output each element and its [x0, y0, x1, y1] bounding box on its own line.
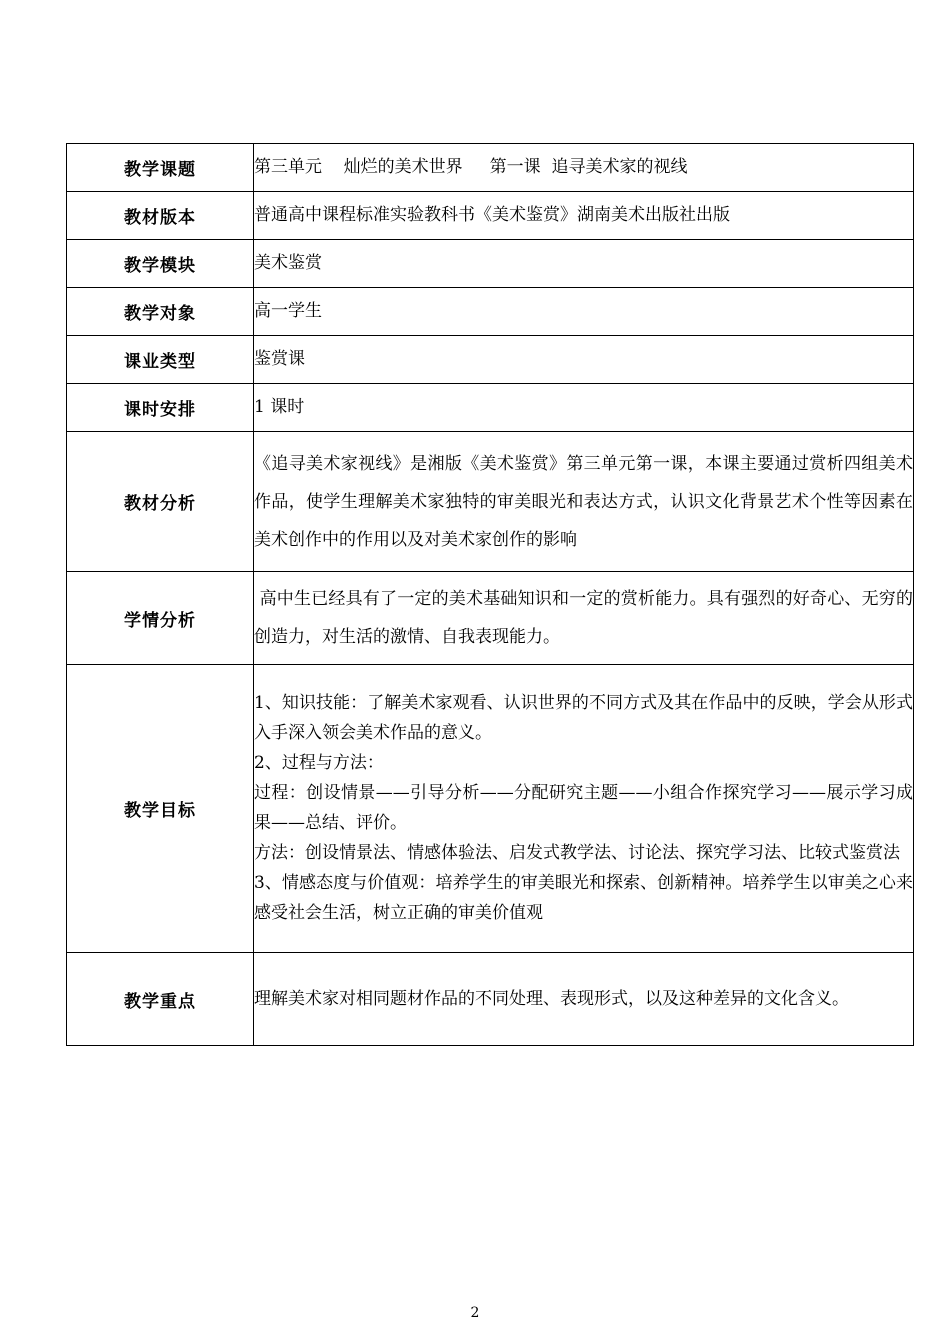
table-row [67, 572, 914, 665]
table-row [67, 384, 914, 432]
lesson-plan-table [66, 143, 914, 1046]
goal-line: 方法：创设情景法、情感体验法、启发式教学法、讨论法、探究学习法、比较式鉴赏法 [254, 842, 900, 863]
table-row [67, 240, 914, 288]
goal-line: 2、过程与方法： [254, 752, 384, 773]
row-label: 课时安排 [67, 384, 254, 432]
table-row [67, 336, 914, 384]
row-value: 1 课时 [254, 384, 914, 432]
goal-line: 1、知识技能：了解美术家观看、认识世界的不同方式及其在作品中的反映，学会从形式入手深入领会美术作品的意义。 [254, 692, 913, 743]
goal-line: 3、情感态度与价值观：培养学生的审美眼光和探索、创新精神。培养学生以审美之心来感受社会生活，树立正确的审美价值观 [254, 872, 913, 923]
row-label: 课业类型 [67, 336, 254, 384]
table-row [67, 144, 914, 192]
page-number: 2 [470, 1305, 480, 1321]
row-label: 教学模块 [67, 240, 254, 288]
table-row [67, 665, 914, 953]
row-label: 教材版本 [67, 192, 254, 240]
row-value: 高中生已经具有了一定的美术基础知识和一定的赏析能力。具有强烈的好奇心、无穷的创造力，对生活的激情、自我表现能力。 [254, 572, 914, 665]
table-row [67, 432, 914, 572]
row-value: 第三单元 灿烂的美术世界 第一课 追寻美术家的视线 [254, 144, 914, 192]
row-value: 理解美术家对相同题材作品的不同处理、表现形式，以及这种差异的文化含义。 [254, 953, 914, 1046]
row-value: 鉴赏课 [254, 336, 914, 384]
row-label: 教学重点 [67, 953, 254, 1046]
row-label: 教学目标 [67, 665, 254, 953]
row-value: 《追寻美术家视线》是湘版《美术鉴赏》第三单元第一课，本课主要通过赏析四组美术作品，使学生理解美术家独特的审美眼光和表达方式，认识文化背景艺术个性等因素在美术创作中的作用以及对美术家创作的影响 [254, 432, 914, 572]
row-label: 学情分析 [67, 572, 254, 665]
row-label: 教学对象 [67, 288, 254, 336]
row-value: 高一学生 [254, 288, 914, 336]
row-label: 教材分析 [67, 432, 254, 572]
row-label: 教学课题 [67, 144, 254, 192]
goal-line: 过程：创设情景——引导分析——分配研究主题——小组合作探究学习——展示学习成果——总结、评价。 [254, 782, 913, 833]
row-value-goals [254, 665, 914, 953]
row-value: 美术鉴赏 [254, 240, 914, 288]
table-row [67, 953, 914, 1046]
table-row [67, 192, 914, 240]
table-row [67, 288, 914, 336]
row-value: 普通高中课程标准实验教科书《美术鉴赏》湖南美术出版社出版 [254, 192, 914, 240]
